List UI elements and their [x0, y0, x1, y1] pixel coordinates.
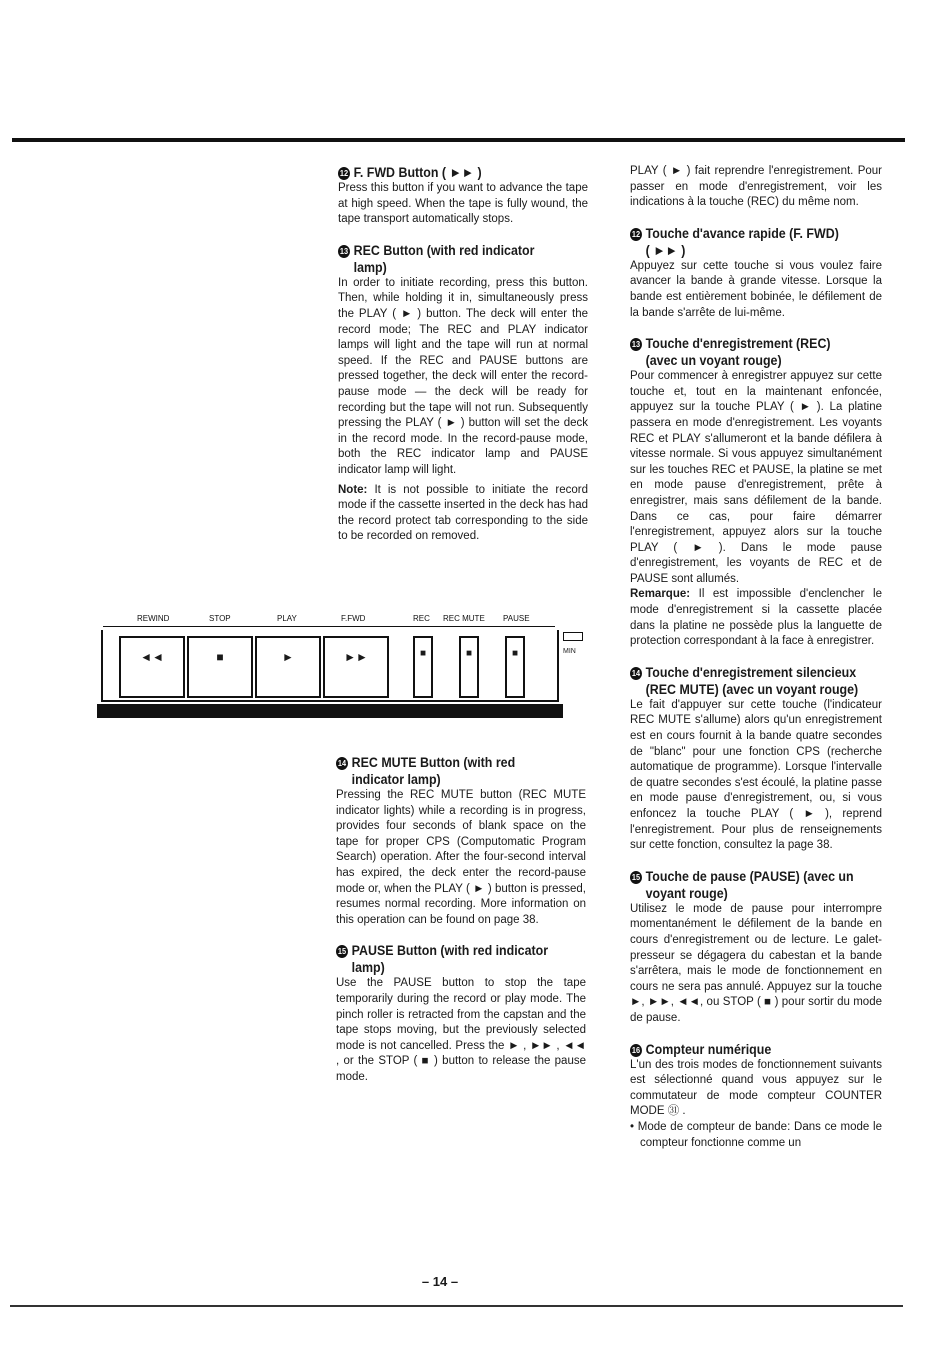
heading-text-cont: lamp) [351, 960, 385, 976]
label-ffwd: F.FWD [341, 614, 366, 623]
section-recmute-fr [630, 664, 882, 854]
paragraph-counter-fr: L'un des trois modes de fonctionnement suivants est sélectionné quand vous appuyez sur le commutateur de mode compteur COUNTER MODE ㉛ . [630, 1058, 882, 1118]
deck-button-diagram [97, 612, 576, 722]
heading-counter-fr [630, 1041, 862, 1058]
heading-text: Touche de pause (PAUSE) (avec un [645, 868, 854, 884]
heading-text-cont: indicator lamp) [351, 772, 441, 787]
label-rec: REC [413, 614, 430, 623]
heading-text: Touche d'enregistrement silencieux [645, 664, 857, 680]
heading-ffwd-en [338, 164, 568, 181]
rec-key-icon: ■ [413, 636, 433, 698]
note-rec-fr [630, 587, 882, 649]
paragraph-ffwd-en: Press this button if you want to advance the tape at high speed. When the tape is fully wound, the tape transport automatically stops. [338, 182, 588, 226]
heading-ffwd-fr [630, 225, 862, 259]
right-column [630, 164, 882, 1165]
heading-pause-en [336, 942, 566, 976]
paragraph-recmute-fr: Le fait d'appuyer sur cette touche (l'indicateur REC MUTE s'allume) alors qu'un enregistrement est en cours fournit à la bande quatre secondes de "blanc" pour une fonction CPS (recherche automatique de programme). Lorsque l'intervalle de quatre secondes s'est écoulé, la platine passe en mode pause d'enregistrement, ou, si vous enfoncez la touche PLAY ( ► ), reprend l'enregistrement. Pour plus de renseignements sur cette fonction, consultez la page 38. [630, 698, 882, 852]
section-number-badge: 13 [339, 246, 349, 256]
section-pause-en [336, 942, 586, 1085]
heading-text: F. FWD Button ( ►► ) [353, 165, 482, 180]
heading-recmute-en [336, 754, 566, 788]
deck-base-bar [97, 704, 563, 718]
bullet-counter-mode: • Mode de compteur de bande: Dans ce mode le compteur fonctionne comme un [630, 1120, 882, 1149]
heading-rec-fr [630, 335, 862, 369]
indicator-icon [563, 632, 583, 641]
note-text: It is not possible to initiate the record mode if the cassette inserted in the deck has had the record protect tab corresponding to the side to be recorded on removed. [338, 483, 588, 543]
heading-text-cont: (REC MUTE) (avec un voyant rouge) [645, 681, 859, 697]
paragraph-pause-en: Use the PAUSE button to stop the tape temporarily during the record or play mode. The pinch roller is retracted from the capstan and the tape stops moving, but the previously selected mode is not cancelled. Press the ► , ►► , ◄◄ , or the STOP ( ■ ) button to release the pause mode. [336, 977, 586, 1083]
min-label: MIN [563, 648, 576, 655]
section-number-badge: 12 [631, 229, 641, 239]
heading-text: Touche d'avance rapide (F. FWD) [645, 225, 839, 241]
section-number-badge: 15 [337, 947, 347, 957]
paragraph-intro-fr: PLAY ( ► ) fait reprendre l'enregistrement. Pour passer en mode d'enregistrement, voir les indications à la touche (REC) du même nom. [630, 165, 882, 209]
section-rec-fr [630, 335, 882, 650]
heading-pause-fr [630, 868, 862, 902]
section-intro-fr [630, 164, 882, 211]
bottom-rule [10, 1305, 903, 1307]
deck-label-line [103, 626, 555, 627]
paragraph-pause-fr: Utilisez le mode de pause pour interrompre momentanément le défilement de la bande en cours d'enregistrement ou de lecture. Le galet-presseur se dégagera du cabestan et la bande s'arrêtera, mais le mode de fonctionnement en cours ne sera pas annulé. Appuyez sur la touche ►, ►►, ◄◄, ou STOP ( ■ ) pour sortir du mode de pause. [630, 902, 882, 1024]
label-rec-mute: REC MUTE [443, 614, 485, 623]
section-ffwd-fr [630, 225, 882, 321]
section-recmute-en [336, 754, 586, 928]
label-stop: STOP [209, 614, 231, 623]
heading-rec-en [338, 242, 568, 276]
label-rewind: REWIND [137, 614, 170, 623]
heading-text-cont: (avec un voyant rouge) [645, 353, 782, 369]
label-play: PLAY [277, 614, 297, 623]
note-label: Remarque: [630, 588, 691, 601]
left-column-bottom [336, 754, 586, 1100]
section-number-badge: 13 [631, 340, 641, 350]
stop-key-icon: ■ [187, 636, 253, 698]
heading-text-cont: lamp) [353, 259, 387, 275]
section-rec-en [338, 242, 588, 545]
paragraph-recmute-en: Pressing the REC MUTE button (REC MUTE indicator lights) while a recording is in progress, provides four seconds of blank space on the tape for proper CPS (Computomatic Program Search) operation. After the four-second interval has expired, the deck enter the record-pause mode or, when the PLAY ( ► ) button is pressed, resumes normal recording. More information on this operation can be found on page 38. [336, 789, 586, 926]
heading-text: REC MUTE Button (with red [351, 755, 516, 770]
paragraph-rec-fr: Pour commencer à enregistrer appuyez sur cette touche et, tout en la maintenant enfoncée, appuyez sur la touche PLAY ( ► ). La platine passera en mode d'enregistrement. Les voyants REC et PLAY s'allumeront et la bande défilera à vitesse normale. Si vous appuyez simultanément sur les touches REC et PAUSE, la platine se met en mode pause d'enregistrement, prête à enregistrer, mais sans défilement de la bande. Dans ce cas, pour faire démarrer l'enregistrement, appuyez alors sur la touche PLAY ( ► ). Dans le mode pause d'enregistrement, les voyants de REC et de PAUSE sont allumés. [630, 370, 882, 585]
rewind-key-icon: ◄◄ [119, 636, 185, 698]
heading-text: PAUSE Button (with red indicator [351, 943, 549, 959]
section-number-badge: 15 [631, 872, 641, 882]
section-number-badge: 14 [337, 759, 347, 768]
section-counter-fr [630, 1041, 882, 1152]
note-rec-en [338, 483, 588, 545]
section-ffwd-en [338, 164, 588, 228]
left-column-top [338, 164, 588, 559]
paragraph-rec-en: In order to initiate recording, press this button. Then, while holding it in, simultaneously press the PLAY ( ► ) button. The deck will enter the record mode; The REC and PLAY indicator lamps will light and the tape will run at normal speed. If the REC and PAUSE buttons are pressed together, the deck will enter the record-pause mode — the deck will be ready for recording but the tape will not run. Subsequently pressing the PLAY ( ► ) button will set the deck in the record mode. In the record-pause mode, both the REC indicator lamp and PAUSE indicator lamp will light. [338, 276, 588, 476]
heading-recmute-fr [630, 664, 862, 698]
section-number-badge: 12 [339, 169, 349, 178]
heading-text: Touche d'enregistrement (REC) [645, 336, 831, 352]
heading-text-cont: voyant rouge) [645, 885, 728, 901]
rec-mute-key-icon: ■ [459, 636, 479, 698]
play-key-icon: ► [255, 636, 321, 698]
section-pause-fr [630, 868, 882, 1027]
top-rule [12, 138, 905, 142]
note-label: Note: [338, 483, 368, 496]
section-number-badge: 16 [631, 1045, 641, 1055]
heading-text: REC Button (with red indicator [353, 242, 535, 258]
paragraph-ffwd-fr: Appuyez sur cette touche si vous voulez faire avancer la bande à grande vitesse. Lorsque la bande est entièrement bobinée, le défilement de la bande s'arrête de lui-même. [630, 259, 882, 319]
ffwd-key-icon: ►► [323, 636, 389, 698]
note-text: Il est impossible d'enclencher le mode d'enregistrement si la cassette placée dans la platine ne possède plus la languette de protection correspondant à la face à enregistrer. [630, 588, 882, 648]
heading-text: Compteur numérique [645, 1041, 772, 1057]
page-number: – 14 – [421, 1274, 459, 1289]
pause-key-icon: ■ [505, 636, 525, 698]
deck-labels [103, 614, 543, 625]
label-pause: PAUSE [503, 614, 530, 623]
heading-text-cont: ( ►► ) [645, 242, 686, 258]
section-number-badge: 14 [631, 668, 641, 678]
